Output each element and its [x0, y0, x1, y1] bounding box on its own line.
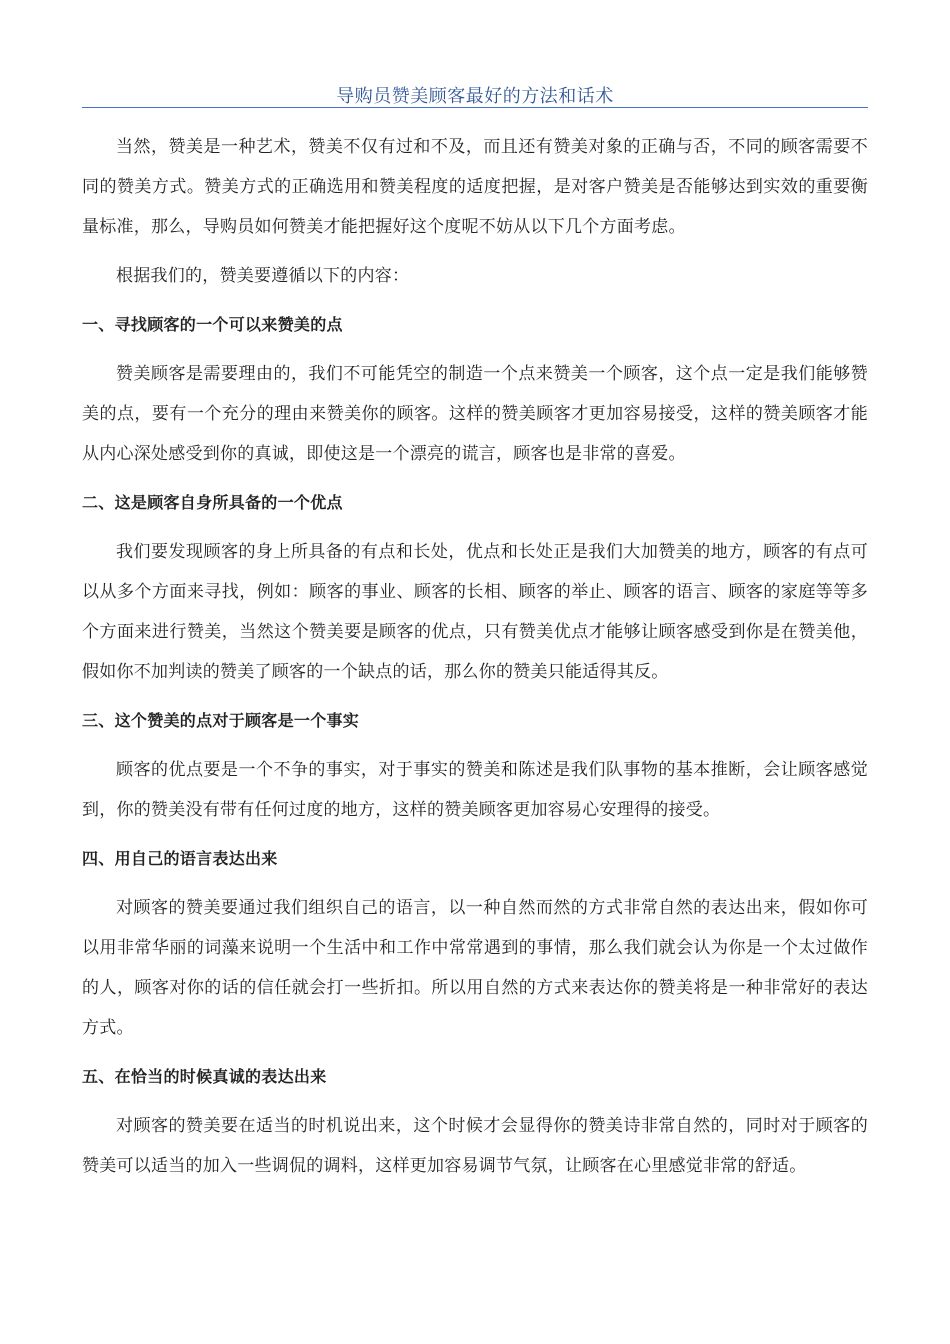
section-body-5: 对顾客的赞美要在适当的时机说出来，这个时候才会显得你的赞美诗非常自然的，同时对于顾客的赞美可以适当的加入一些调侃的调料，这样更加容易调节气氛，让顾客在心里感觉非常的舒适。 [82, 1116, 868, 1176]
page-header-title: 导购员赞美顾客最好的方法和话术 [336, 86, 614, 107]
lead-paragraph: 根据我们的，赞美要遵循以下的内容： [116, 266, 410, 286]
section-heading-4: 四、用自己的语言表达出来 [82, 849, 278, 868]
section-heading-2: 二、这是顾客自身所具备的一个优点 [82, 493, 343, 512]
section-body-3: 顾客的优点要是一个不争的事实，对于事实的赞美和陈述是我们队事物的基本推断，会让顾客感觉到，你的赞美没有带有任何过度的地方，这样的赞美顾客更加容易心安理得的接受。 [82, 760, 868, 820]
intro-paragraph: 当然，赞美是一种艺术，赞美不仅有过和不及，而且还有赞美对象的正确与否，不同的顾客需要不同的赞美方式。赞美方式的正确选用和赞美程度的适度把握，是对客户赞美是否能够达到实效的重要衡量标准，那么，导购员如何赞美才能把握好这个度呢不妨从以下几个方面考虑。 [82, 137, 868, 237]
section-heading-5: 五、在恰当的时候真诚的表达出来 [82, 1067, 327, 1086]
section-body-4: 对顾客的赞美要通过我们组织自己的语言，以一种自然而然的方式非常自然的表达出来，假如你可以用非常华丽的词藻来说明一个生活中和工作中常常遇到的事情，那么我们就会认为你是一个太过做作的人，顾客对你的话的信任就会打一些折扣。所以用自然的方式来表达你的赞美将是一种非常好的表达方式。 [82, 898, 868, 1038]
section-body-2: 我们要发现顾客的身上所具备的有点和长处，优点和长处正是我们大加赞美的地方，顾客的有点可以从多个方面来寻找，例如：顾客的事业、顾客的长相、顾客的举止、顾客的语言、顾客的家庭等等多个方面来进行赞美，当然这个赞美要是顾客的优点，只有赞美优点才能够让顾客感受到你是在赞美他，假如你不加判读的赞美了顾客的一个缺点的话，那么你的赞美只能适得其反。 [82, 542, 868, 682]
document-body [82, 127, 868, 1186]
header-divider [82, 107, 868, 108]
section-heading-1: 一、寻找顾客的一个可以来赞美的点 [82, 315, 343, 334]
section-heading-3: 三、这个赞美的点对于顾客是一个事实 [82, 711, 360, 730]
section-body-1: 赞美顾客是需要理由的，我们不可能凭空的制造一个点来赞美一个顾客，这个点一定是我们能够赞美的点，要有一个充分的理由来赞美你的顾客。这样的赞美顾客才更加容易接受，这样的赞美顾客才能从内心深处感受到你的真诚，即使这是一个漂亮的谎言，顾客也是非常的喜爱。 [82, 364, 868, 464]
